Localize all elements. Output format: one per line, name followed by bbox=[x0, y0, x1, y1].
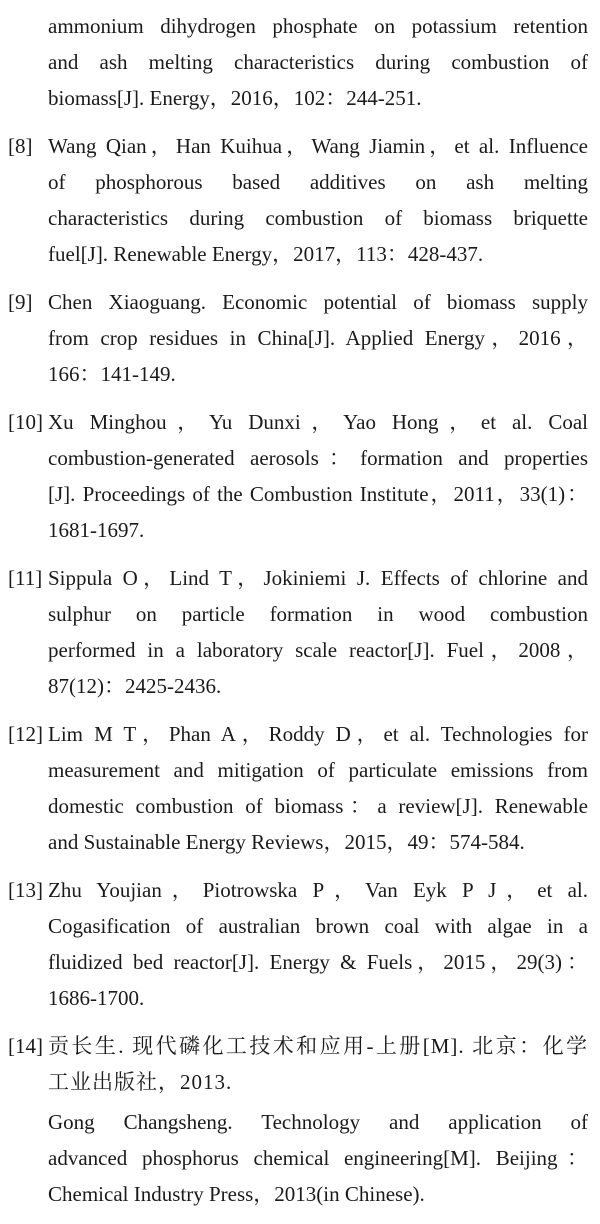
reference-line: and ash melting characteristics during combustion of bbox=[48, 50, 588, 74]
reference-item bbox=[0, 560, 600, 704]
reference-line: 87(12)：2425-2436. bbox=[48, 674, 222, 698]
reference-number: [14] bbox=[8, 1034, 43, 1058]
reference-line: Cogasification of australian brown coal with algae in a bbox=[48, 914, 588, 938]
reference-line: combustion-generated aerosols：formation and properties bbox=[48, 446, 588, 470]
reference-line: Xu Minghou，Yu Dunxi，Yao Hong，et al. Coal bbox=[48, 410, 588, 434]
reference-text bbox=[48, 404, 588, 548]
reference-number: [8] bbox=[8, 134, 33, 158]
reference-line: fuel[J]. Renewable Energy，2017，113：428-437. bbox=[48, 242, 484, 266]
reference-line: Lim M T，Phan A，Roddy D，et al. Technologies for bbox=[48, 722, 588, 746]
reference-line: domestic combustion of biomass：a review[J]. Renewable bbox=[48, 794, 588, 818]
reference-line: fluidized bed reactor[J]. Energy & Fuels，2015，29(3)： bbox=[48, 950, 588, 974]
reference-line: performed in a laboratory scale reactor[J]. Fuel，2008， bbox=[48, 638, 588, 662]
reference-line: measurement and mitigation of particulate emissions from bbox=[48, 758, 588, 782]
reference-line: Wang Qian，Han Kuihua，Wang Jiamin，et al. Influence bbox=[48, 134, 588, 158]
reference-item bbox=[0, 1028, 600, 1212]
reference-line: Sippula O，Lind T，Jokiniemi J. Effects of chlorine and bbox=[48, 566, 588, 590]
reference-text bbox=[48, 128, 588, 272]
reference-line: from crop residues in China[J]. Applied Energy，2016， bbox=[48, 326, 588, 350]
reference-text bbox=[48, 284, 588, 392]
reference-number: [12] bbox=[8, 722, 43, 746]
reference-line-chinese: 工业出版社，2013. bbox=[48, 1070, 233, 1094]
reference-item bbox=[0, 284, 600, 392]
reference-text bbox=[48, 1028, 588, 1212]
reference-item bbox=[0, 716, 600, 860]
reference-line: of phosphorous based additives on ash melting bbox=[48, 170, 588, 194]
reference-line: Chemical Industry Press，2013(in Chinese). bbox=[48, 1182, 425, 1206]
reference-item bbox=[0, 404, 600, 548]
reference-number: [13] bbox=[8, 878, 43, 902]
reference-line: characteristics during combustion of biomass briquette bbox=[48, 206, 588, 230]
reference-list bbox=[0, 8, 600, 1224]
reference-line: 1686-1700. bbox=[48, 986, 145, 1010]
reference-line: 166：141-149. bbox=[48, 362, 176, 386]
reference-line: [J]. Proceedings of the Combustion Institute，2011，33(1)： bbox=[48, 482, 588, 506]
reference-line: sulphur on particle formation in wood combustion bbox=[48, 602, 588, 626]
reference-number: [11] bbox=[8, 566, 43, 590]
reference-text bbox=[48, 560, 588, 704]
reference-text bbox=[48, 716, 588, 860]
reference-line: Gong Changsheng. Technology and application of bbox=[48, 1110, 588, 1134]
reference-line-chinese: 贡长生. 现代磷化工技术和应用-上册[M]. 北京：化学 bbox=[48, 1034, 588, 1058]
reference-number: [9] bbox=[8, 290, 33, 314]
reference-line: and Sustainable Energy Reviews，2015，49：574-584. bbox=[48, 830, 525, 854]
reference-line: ammonium dihydrogen phosphate on potassium retention bbox=[48, 14, 588, 38]
reference-line: advanced phosphorus chemical engineering[M]. Beijing： bbox=[48, 1146, 588, 1170]
reference-continuation bbox=[0, 8, 600, 116]
reference-text bbox=[48, 8, 588, 116]
reference-text bbox=[48, 872, 588, 1016]
reference-line: 1681-1697. bbox=[48, 518, 145, 542]
reference-line: Chen Xiaoguang. Economic potential of biomass supply bbox=[48, 290, 588, 314]
reference-number: [10] bbox=[8, 410, 43, 434]
reference-line: biomass[J]. Energy，2016，102：244-251. bbox=[48, 86, 422, 110]
reference-item bbox=[0, 128, 600, 272]
reference-line: Zhu Youjian，Piotrowska P，Van Eyk P J，et al. bbox=[48, 878, 588, 902]
reference-item bbox=[0, 872, 600, 1016]
